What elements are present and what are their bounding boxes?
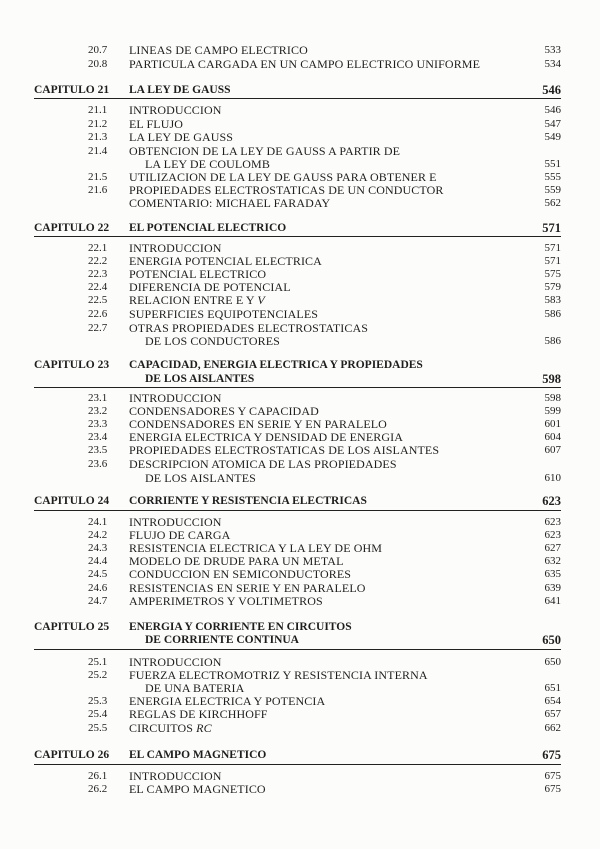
section-number: 22.1 — [88, 242, 108, 254]
chapter-number: CAPITULO 25 — [34, 621, 110, 633]
section-number: 24.4 — [88, 555, 108, 567]
page-number: 675 — [544, 783, 561, 795]
page-number: 562 — [544, 197, 561, 209]
page-number: 650 — [544, 656, 561, 668]
chapter-page: 623 — [542, 494, 561, 508]
toc-entry — [0, 417, 600, 431]
chapter-number: CAPITULO 21 — [34, 84, 110, 96]
section-number: 21.4 — [88, 145, 108, 157]
section-title: DE LOS CONDUCTORES — [145, 334, 280, 348]
section-title-italic: RC — [196, 721, 212, 735]
section-title: OBTENCION DE LA LEY DE GAUSS A PARTIR DE — [129, 144, 401, 158]
section-title: EL FLUJO — [129, 117, 184, 131]
section-title: PARTICULA CARGADA EN UN CAMPO ELECTRICO UNIFORME — [129, 57, 481, 71]
section-title — [129, 293, 265, 307]
section-title: INTRODUCCION — [129, 769, 222, 783]
section-number: 22.7 — [88, 322, 108, 334]
section-number: 21.1 — [88, 104, 108, 116]
toc-entry — [0, 293, 600, 307]
chapter-title: DE LOS AISLANTES — [145, 373, 255, 385]
toc-entry — [0, 528, 600, 542]
toc-entry — [0, 170, 600, 184]
toc-entry — [0, 554, 600, 568]
section-title: CONDENSADORES EN SERIE Y EN PARALELO — [129, 417, 387, 431]
chapter-title: CAPACIDAD, ENERGIA ELECTRICA Y PROPIEDADES — [129, 359, 423, 371]
chapter-heading — [0, 620, 600, 634]
page-number: 598 — [544, 392, 561, 404]
chapter-title: CORRIENTE Y RESISTENCIA ELECTRICAS — [129, 495, 367, 507]
chapter-page: 571 — [542, 221, 561, 235]
toc-entry — [0, 721, 600, 735]
page-number: 549 — [544, 131, 561, 143]
toc-entry — [0, 43, 600, 57]
page-number: 635 — [544, 568, 561, 580]
toc-entry — [0, 57, 600, 71]
section-title: OTRAS PROPIEDADES ELECTROSTATICAS — [129, 321, 369, 335]
page-number: 599 — [544, 405, 561, 417]
toc-entry — [0, 430, 600, 444]
section-title: ENERGIA ELECTRICA Y POTENCIA — [129, 694, 326, 708]
section-title: RESISTENCIA ELECTRICA Y LA LEY DE OHM — [129, 541, 383, 555]
section-number: 22.4 — [88, 281, 108, 293]
toc-entry — [0, 581, 600, 595]
section-title: PROPIEDADES ELECTROSTATICAS DE LOS AISLANTES — [129, 443, 440, 457]
chapter-page: 546 — [542, 83, 561, 97]
section-title: FUERZA ELECTROMOTRIZ Y RESISTENCIA INTERNA — [129, 668, 428, 682]
section-number: 23.3 — [88, 418, 108, 430]
section-number: 21.6 — [88, 184, 108, 196]
chapter-heading-continued — [0, 633, 600, 647]
page-number: 662 — [544, 722, 561, 734]
page-number: 604 — [544, 431, 561, 443]
page-number: 547 — [544, 118, 561, 130]
section-number: 25.4 — [88, 708, 108, 720]
toc-entry — [0, 144, 600, 158]
page-number: 551 — [544, 158, 561, 170]
chapter-title: ENERGIA Y CORRIENTE EN CIRCUITOS — [129, 621, 352, 633]
chapter-rule — [34, 510, 561, 511]
section-title: UTILIZACION DE LA LEY DE GAUSS PARA OBTENER E — [129, 170, 437, 184]
toc-entry — [0, 157, 600, 171]
chapter-title: EL POTENCIAL ELECTRICO — [129, 222, 287, 234]
section-title: ENERGIA POTENCIAL ELECTRICA — [129, 254, 322, 268]
toc-entry — [0, 183, 600, 197]
chapter-heading — [0, 358, 600, 372]
toc-entry — [0, 782, 600, 796]
section-number: 23.1 — [88, 392, 108, 404]
toc-entry — [0, 541, 600, 555]
page-number: 546 — [544, 104, 561, 116]
chapter-heading — [0, 83, 600, 97]
toc-entry — [0, 443, 600, 457]
section-number: 24.5 — [88, 568, 108, 580]
section-title: LA LEY DE COULOMB — [145, 157, 270, 171]
section-number: 25.5 — [88, 722, 108, 734]
section-title: LINEAS DE CAMPO ELECTRICO — [129, 43, 308, 57]
page-number: 534 — [544, 58, 561, 70]
chapter-heading-continued — [0, 372, 600, 386]
section-title: INTRODUCCION — [129, 655, 222, 669]
section-title: EL CAMPO MAGNETICO — [129, 782, 266, 796]
chapter-rule — [34, 387, 561, 388]
page-number: 601 — [544, 418, 561, 430]
section-title: INTRODUCCION — [129, 241, 222, 255]
page-number: 641 — [544, 595, 561, 607]
toc-entry — [0, 130, 600, 144]
toc-entry — [0, 334, 600, 348]
section-number: 22.6 — [88, 308, 108, 320]
toc-entry — [0, 471, 600, 485]
section-number: 24.7 — [88, 595, 108, 607]
chapter-page: 650 — [542, 633, 561, 647]
page-number: 559 — [544, 184, 561, 196]
section-title: CONDUCCION EN SEMICONDUCTORES — [129, 567, 352, 581]
section-title-text: RELACION ENTRE E Y — [129, 293, 255, 307]
toc-entry — [0, 196, 600, 210]
section-number: 21.3 — [88, 131, 108, 143]
section-number: 24.1 — [88, 516, 108, 528]
section-title-italic: V — [257, 293, 265, 307]
section-title — [129, 721, 212, 735]
toc-entry — [0, 594, 600, 608]
toc-entry — [0, 567, 600, 581]
chapter-rule — [34, 764, 561, 765]
section-title-text: CIRCUITOS — [129, 721, 194, 735]
section-title: LA LEY DE GAUSS — [129, 130, 234, 144]
toc-entry — [0, 254, 600, 268]
page-number: 623 — [544, 529, 561, 541]
section-title: DE UNA BATERIA — [145, 681, 245, 695]
section-number: 22.5 — [88, 294, 108, 306]
section-number: 23.5 — [88, 444, 108, 456]
toc-entry — [0, 681, 600, 695]
page-number: 654 — [544, 695, 561, 707]
section-number: 21.5 — [88, 171, 108, 183]
chapter-heading — [0, 221, 600, 235]
page-number: 610 — [544, 472, 561, 484]
toc-entry — [0, 769, 600, 783]
chapter-number: CAPITULO 23 — [34, 359, 110, 371]
toc-entry — [0, 457, 600, 471]
page-number: 657 — [544, 708, 561, 720]
chapter-title: DE CORRIENTE CONTINUA — [145, 634, 299, 646]
page-number: 586 — [544, 335, 561, 347]
chapter-number: CAPITULO 24 — [34, 495, 110, 507]
section-title: DIFERENCIA DE POTENCIAL — [129, 280, 291, 294]
chapter-heading — [0, 748, 600, 762]
section-number: 25.3 — [88, 695, 108, 707]
toc-entry — [0, 307, 600, 321]
section-number: 20.8 — [88, 58, 108, 70]
section-number: 25.1 — [88, 656, 108, 668]
page-number: 586 — [544, 308, 561, 320]
section-number: 24.3 — [88, 542, 108, 554]
section-title: RESISTENCIAS EN SERIE Y EN PARALELO — [129, 581, 366, 595]
page-number: 579 — [544, 281, 561, 293]
section-number: 22.3 — [88, 268, 108, 280]
page-number: 675 — [544, 770, 561, 782]
section-title: DE LOS AISLANTES — [145, 471, 256, 485]
toc-entry — [0, 117, 600, 131]
toc-entry — [0, 267, 600, 281]
page-number: 533 — [544, 44, 561, 56]
section-title: DESCRIPCION ATOMICA DE LAS PROPIEDADES — [129, 457, 397, 471]
page-number: 639 — [544, 582, 561, 594]
section-number: 23.4 — [88, 431, 108, 443]
chapter-page: 675 — [542, 748, 561, 762]
section-title: INTRODUCCION — [129, 515, 222, 529]
section-title: REGLAS DE KIRCHHOFF — [129, 707, 268, 721]
chapter-title: LA LEY DE GAUSS — [129, 84, 231, 96]
section-title: AMPERIMETROS Y VOLTIMETROS — [129, 594, 323, 608]
toc-entry — [0, 404, 600, 418]
chapter-number: CAPITULO 26 — [34, 749, 110, 761]
section-title: MODELO DE DRUDE PARA UN METAL — [129, 554, 344, 568]
section-title: FLUJO DE CARGA — [129, 528, 231, 542]
section-title: CONDENSADORES Y CAPACIDAD — [129, 404, 319, 418]
section-title: INTRODUCCION — [129, 103, 222, 117]
section-title: PROPIEDADES ELECTROSTATICAS DE UN CONDUCTOR — [129, 183, 444, 197]
section-number: 23.2 — [88, 405, 108, 417]
section-title: INTRODUCCION — [129, 391, 222, 405]
section-number: 22.2 — [88, 255, 108, 267]
section-title: COMENTARIO: MICHAEL FARADAY — [129, 196, 331, 210]
page-number: 575 — [544, 268, 561, 280]
section-number: 24.2 — [88, 529, 108, 541]
page-number: 607 — [544, 444, 561, 456]
toc-entry — [0, 241, 600, 255]
page-number: 555 — [544, 171, 561, 183]
section-title: ENERGIA ELECTRICA Y DENSIDAD DE ENERGIA — [129, 430, 403, 444]
chapter-page: 598 — [542, 372, 561, 386]
section-number: 25.2 — [88, 669, 108, 681]
toc-entry — [0, 103, 600, 117]
section-title: POTENCIAL ELECTRICO — [129, 267, 267, 281]
toc-entry — [0, 694, 600, 708]
section-number: 20.7 — [88, 44, 108, 56]
toc-entry — [0, 668, 600, 682]
page-number: 623 — [544, 516, 561, 528]
page-number: 571 — [544, 242, 561, 254]
page-number: 632 — [544, 555, 561, 567]
section-number: 23.6 — [88, 458, 108, 470]
toc-entry — [0, 707, 600, 721]
section-number: 24.6 — [88, 582, 108, 594]
section-number: 21.2 — [88, 118, 108, 130]
page-number: 651 — [544, 682, 561, 694]
chapter-rule — [34, 98, 561, 99]
section-number: 26.2 — [88, 783, 108, 795]
section-number: 26.1 — [88, 770, 108, 782]
toc-entry — [0, 391, 600, 405]
toc-entry — [0, 321, 600, 335]
chapter-title: EL CAMPO MAGNETICO — [129, 749, 267, 761]
toc-entry — [0, 280, 600, 294]
toc-entry — [0, 655, 600, 669]
page-number: 571 — [544, 255, 561, 267]
page-number: 583 — [544, 294, 561, 306]
chapter-heading — [0, 494, 600, 508]
chapter-rule — [34, 236, 561, 237]
chapter-number: CAPITULO 22 — [34, 222, 110, 234]
section-title: SUPERFICIES EQUIPOTENCIALES — [129, 307, 319, 321]
chapter-rule — [34, 649, 561, 650]
page-number: 627 — [544, 542, 561, 554]
toc-entry — [0, 515, 600, 529]
